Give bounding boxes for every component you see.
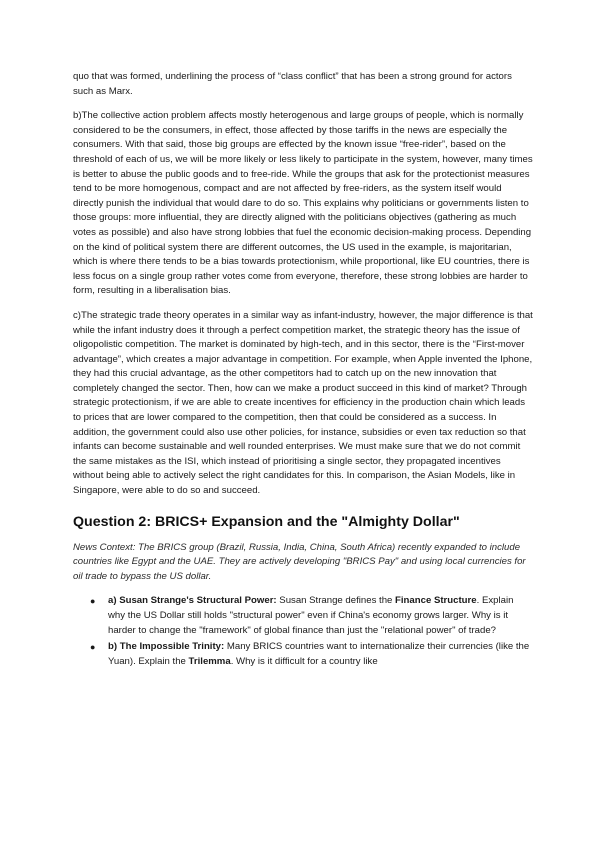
question-item-b-term: Trilemma — [188, 655, 231, 667]
question-item-b — [90, 640, 533, 669]
document-page — [73, 70, 533, 671]
question-item-a — [90, 594, 533, 638]
question-item-a-text-2: . Explain why the US Dollar still holds "structural power" even if China's economy grows larger. Why is it harder to change the "framework" of global finance than just the "relational power" of trade? — [108, 595, 514, 636]
question-2-heading: Question 2: BRICS+ Expansion and the "Almighty Dollar" — [73, 513, 460, 530]
bullet-icon: ● — [90, 596, 96, 607]
question-item-a-label: a) Susan Strange's Structural Power: — [108, 595, 277, 607]
paragraph-collective-action: b)The collective action problem affects mostly heterogenous and large groups of people, which is normally considered to be the consumers, in effect, those affected by those tariffs in the news are especially the consumers. With that said, those big groups are effected by the known issue “free-rider”, based on the threshold of each of us, we will be more likely or less likely to participate in the system, however, many times is better to abuse the public goods and to free-ride. While the groups that ask for the protectionist measures tend to be more homogenous, compact and are not affected by free-riders, as the system itself would directly punish the individual that would dare to do so. This explains why politicians or governments listen to those groups: more influential, they are directly aligned with the politicians objectives (gathering as much votes as possible) and also have strong lobbies that fuel the economic decision-making process. Depending on the kind of political system there are different outcomes, the US used in the example, is majoritarian, which is where there tends to be a bias towards protectionism, while proportional, like EU countries, there is less focus on a single group rather votes come from everyone, therefore, these strong lobbies are harder to form, resulting in a liberalisation bias. — [73, 110, 533, 297]
question-item-a-text-1: Susan Strange defines the — [276, 595, 396, 607]
paragraph-strategic-trade: c)The strategic trade theory operates in a similar way as infant-industry, however, the major difference is that while the infant industry does it through a perfect competition market, the strategic theory has the issue of oligopolistic competition. The market is dominated by high-tech, and in this sector, there is the “First-mover advantage”, which creates a major advantage in competition. For example, when Apple invented the Iphone, they had this crucial advantage, as the other competitors had to catch up on the new innovation that completely changed the sector. Then, how can we make a product succeed in this kind of market? Through strategic protectionism, if we are able to create incentives for efficiency in the production chain which leads to prices that are lower compared to the competition, then that could be considered as a success. In addition, the government could also use other policies, for instance, subsidies or even tax reduction so that infants can become sustainable and well rounded enterprises. We must make sure that we do not commit the same mistakes as the ISI, which instead of prioritising a single sector, they propagated incentives without being able to actively select the right candidates for this. In comparison, the Asian Models, like in Singapore, were able to do so and succeed. — [73, 309, 533, 497]
bullet-icon: ● — [90, 642, 96, 653]
question-2-list — [73, 594, 533, 669]
news-context: News Context: The BRICS group (Brazil, Russia, India, China, South Africa) recently expanded to include countries like Egypt and the UAE. They are actively developing "BRICS Pay" and using local currencies for oil trade to bypass the US dollar. — [73, 541, 526, 582]
question-item-b-text-2: . Why is it difficult for a country like — [230, 655, 378, 667]
question-item-b-label: b) The Impossible Trinity: — [108, 641, 225, 653]
paragraph-continuation: quo that was formed, underlining the process of “class conflict” that has been a strong ground for actors such as Marx. — [73, 71, 512, 97]
question-item-a-term: Finance Structure — [395, 595, 477, 607]
question-item-b-text-1: Many BRICS countries want to internationalize their currencies (like the Yuan). Explain the — [108, 641, 530, 667]
